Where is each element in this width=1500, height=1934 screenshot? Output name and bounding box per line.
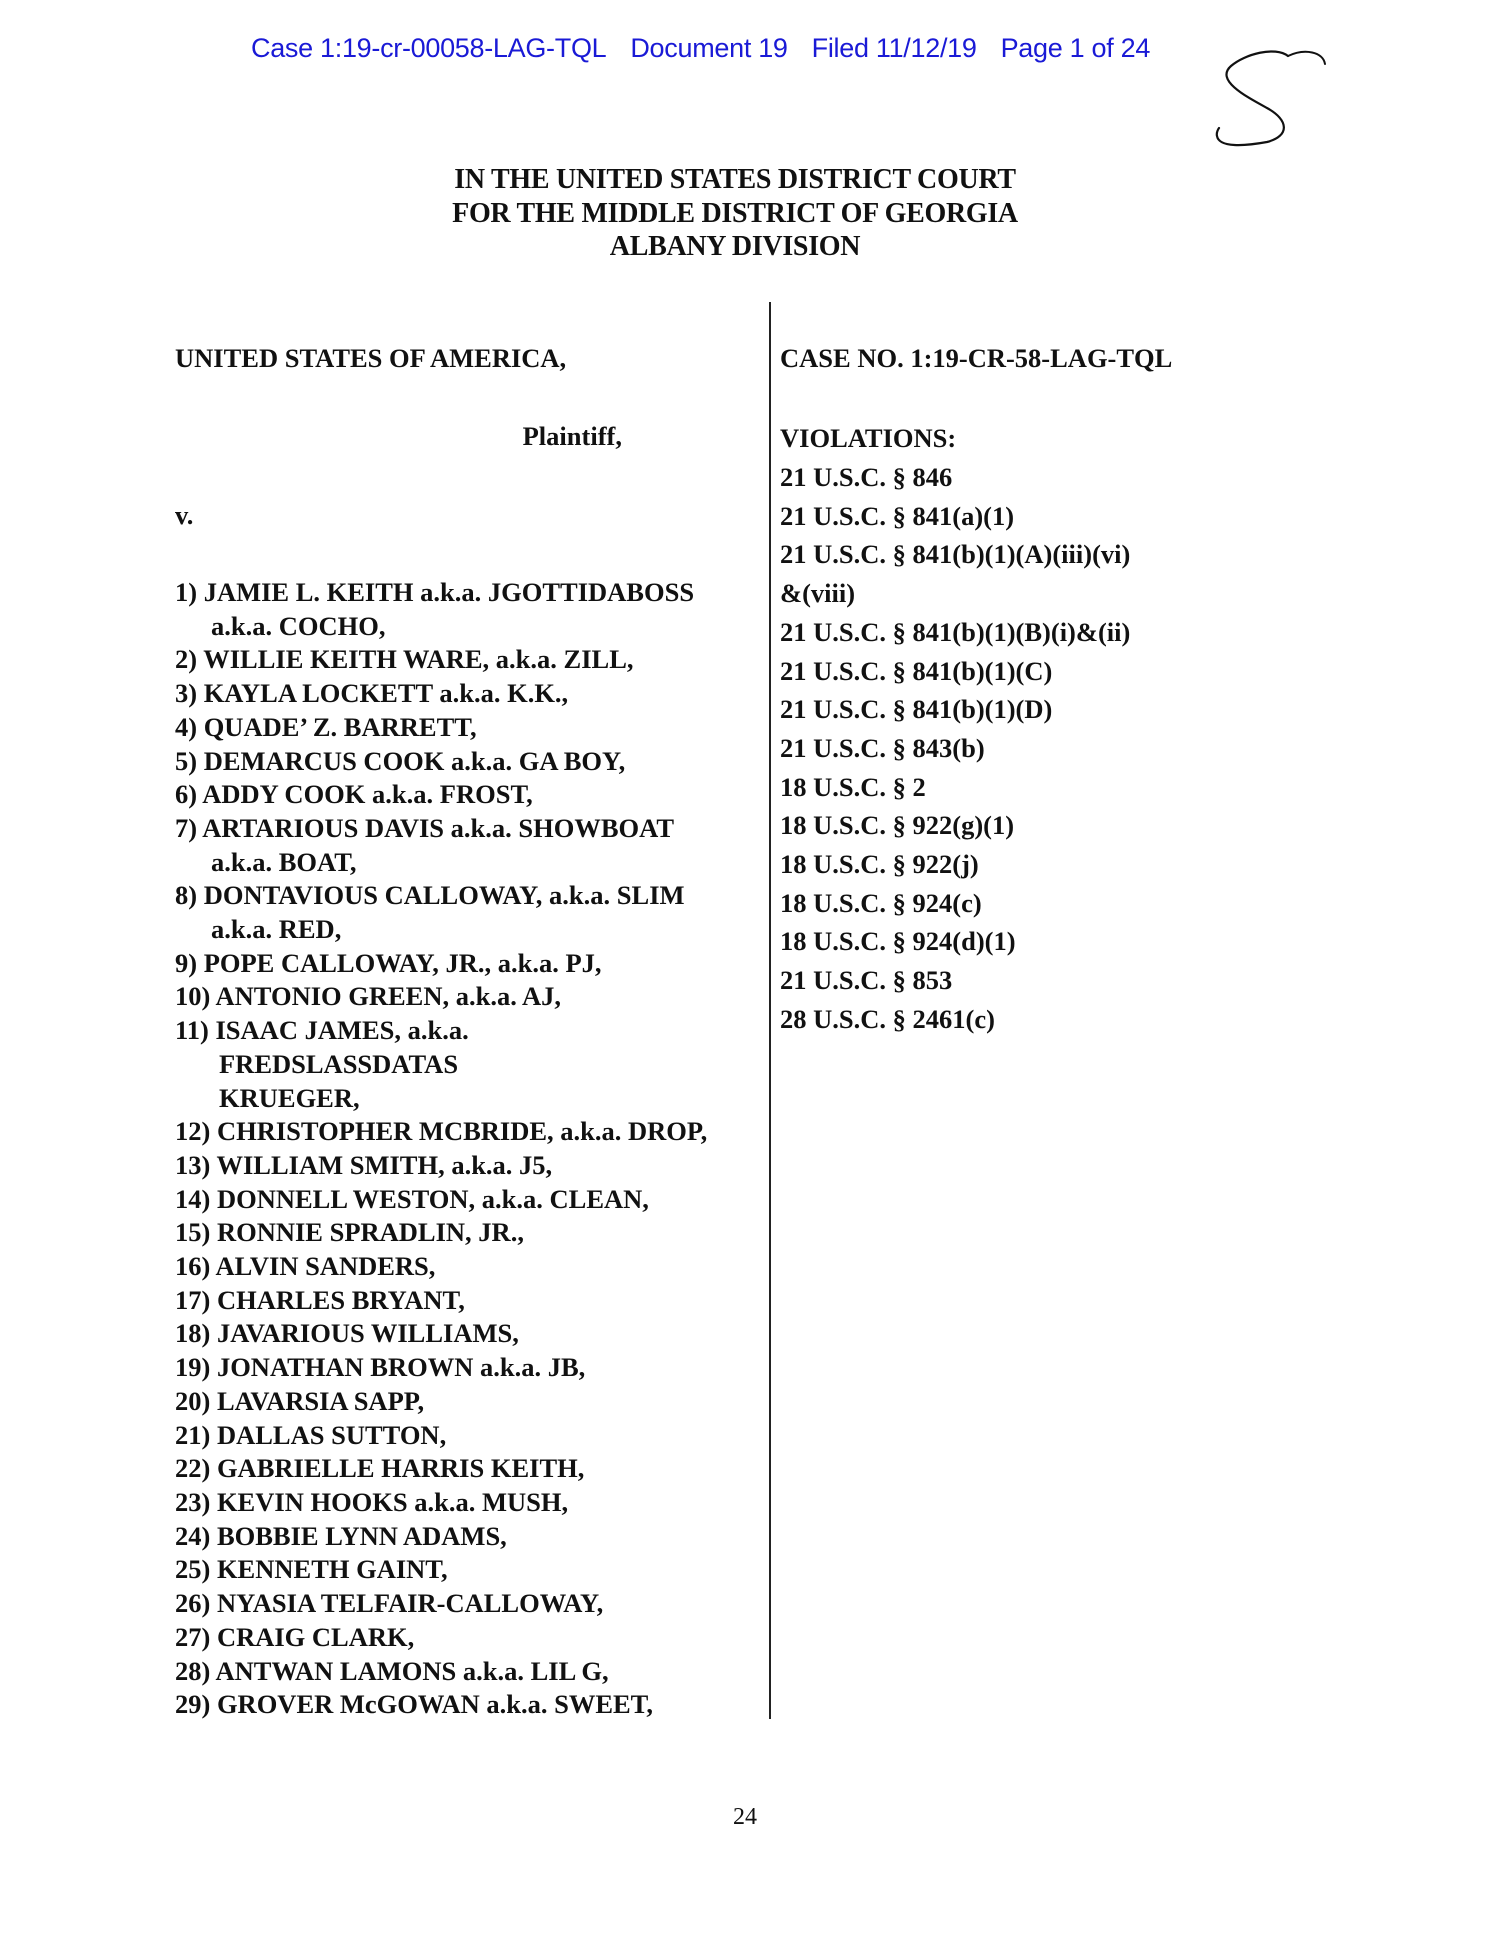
defendant-entry: 21) DALLAS SUTTON, (175, 1419, 447, 1450)
court-heading-line: IN THE UNITED STATES DISTRICT COURT (454, 164, 1016, 195)
defendant-entry: 27) CRAIG CLARK, (175, 1621, 415, 1652)
violation-statute: 18 U.S.C. § 2 (780, 771, 926, 802)
violations-block (780, 421, 1130, 1039)
violations-heading: VIOLATIONS: (780, 423, 957, 453)
defendant-entry: 26) NYASIA TELFAIR-CALLOWAY, (175, 1588, 604, 1619)
violation-statute: 21 U.S.C. § 843(b) (780, 732, 985, 763)
violation-statute: 21 U.S.C. § 841(b)(1)(D) (780, 694, 1053, 725)
defendant-entry: 10) ANTONIO GREEN, a.k.a. AJ, (175, 981, 562, 1012)
violation-statute: 21 U.S.C. § 841(b)(1)(B)(i)&(ii) (780, 616, 1131, 647)
defendant-entry-continuation: a.k.a. BOAT, (211, 846, 357, 877)
violation-statute: 28 U.S.C. § 2461(c) (780, 1003, 995, 1034)
defendant-entry-continuation: FREDSLASSDATAS (219, 1048, 459, 1079)
defendant-entry: 9) POPE CALLOWAY, JR., a.k.a. PJ, (175, 947, 602, 978)
stamp-filed-date: Filed 11/12/19 (811, 33, 977, 63)
violation-statute: 18 U.S.C. § 922(j) (780, 849, 979, 880)
plaintiff-label: Plaintiff, (522, 421, 622, 451)
defendant-entry: 24) BOBBIE LYNN ADAMS, (175, 1520, 507, 1551)
stamp-page-count: Page 1 of 24 (1000, 33, 1151, 63)
defendant-entry: 19) JONATHAN BROWN a.k.a. JB, (175, 1352, 586, 1383)
handwritten-s-mark (1205, 44, 1330, 154)
violation-statute: 21 U.S.C. § 846 (780, 462, 953, 492)
defendant-entry: 20) LAVARSIA SAPP, (175, 1385, 425, 1416)
caption-divider (769, 302, 771, 1719)
court-heading-line: ALBANY DIVISION (609, 231, 861, 262)
violation-statute: 18 U.S.C. § 924(d)(1) (780, 926, 1016, 957)
defendant-entry: 6) ADDY COOK a.k.a. FROST, (175, 779, 533, 810)
defendant-entry: 13) WILLIAM SMITH, a.k.a. J5, (175, 1149, 553, 1180)
defendant-entry: 14) DONNELL WESTON, a.k.a. CLEAN, (175, 1183, 649, 1214)
defendant-entry: 4) QUADE’ Z. BARRETT, (175, 711, 477, 742)
defendant-entry: 11) ISAAC JAMES, a.k.a. (175, 1015, 469, 1046)
defendant-entry: 3) KAYLA LOCKETT a.k.a. K.K., (175, 678, 569, 709)
violation-statute: 21 U.S.C. § 841(b)(1)(C) (780, 655, 1053, 686)
defendant-entry: 2) WILLIE KEITH WARE, a.k.a. ZILL, (175, 644, 634, 675)
violation-statute: 21 U.S.C. § 841(b)(1)(A)(iii)(vi) (780, 539, 1131, 570)
stamp-document-number: Document 19 (630, 33, 788, 63)
plaintiff-party: UNITED STATES OF AMERICA, (175, 343, 567, 373)
violation-statute: 21 U.S.C. § 841(a)(1) (780, 500, 1015, 531)
court-heading-line: FOR THE MIDDLE DISTRICT OF GEORGIA (452, 197, 1018, 229)
defendant-entry-continuation: KRUEGER, (219, 1082, 360, 1113)
violation-statute: 18 U.S.C. § 922(g)(1) (780, 810, 1015, 841)
defendant-entry: 22) GABRIELLE HARRIS KEITH, (175, 1453, 585, 1484)
defendant-entry: 29) GROVER McGOWAN a.k.a. SWEET, (175, 1689, 654, 1720)
stamp-case-number: Case 1:19-cr-00058-LAG-TQL (251, 33, 607, 63)
defendant-entry: 17) CHARLES BRYANT, (175, 1284, 465, 1315)
defendant-entry-continuation: a.k.a. RED, (211, 914, 342, 945)
case-number: CASE NO. 1:19-CR-58-LAG-TQL (780, 343, 1173, 373)
defendant-entry: 25) KENNETH GAINT, (175, 1554, 448, 1585)
defendant-entry: 12) CHRISTOPHER MCBRIDE, a.k.a. DROP, (175, 1116, 708, 1147)
defendants-list (175, 576, 707, 1722)
defendant-entry: 28) ANTWAN LAMONS a.k.a. LIL G, (175, 1655, 609, 1686)
violation-statute: 21 U.S.C. § 853 (780, 965, 953, 996)
versus-label: v. (175, 500, 194, 530)
violation-statute: &(viii) (780, 578, 856, 609)
court-heading (335, 163, 1135, 264)
violations-list (780, 458, 1130, 1039)
filing-stamp-header (251, 33, 1150, 64)
page-number: 24 (733, 1804, 757, 1830)
violation-statute: 18 U.S.C. § 924(c) (780, 887, 982, 918)
defendant-entry: 8) DONTAVIOUS CALLOWAY, a.k.a. SLIM (175, 880, 685, 911)
defendant-entry: 15) RONNIE SPRADLIN, JR., (175, 1217, 524, 1248)
defendant-entry: 7) ARTARIOUS DAVIS a.k.a. SHOWBOAT (175, 812, 674, 843)
defendant-entry: 23) KEVIN HOOKS a.k.a. MUSH, (175, 1486, 569, 1517)
defendant-entry: 16) ALVIN SANDERS, (175, 1251, 436, 1282)
defendant-entry: 18) JAVARIOUS WILLIAMS, (175, 1318, 519, 1349)
defendant-entry: 5) DEMARCUS COOK a.k.a. GA BOY, (175, 745, 626, 776)
defendant-entry: 1) JAMIE L. KEITH a.k.a. JGOTTIDABOSS (175, 577, 695, 607)
defendant-entry-continuation: a.k.a. COCHO, (211, 610, 386, 641)
